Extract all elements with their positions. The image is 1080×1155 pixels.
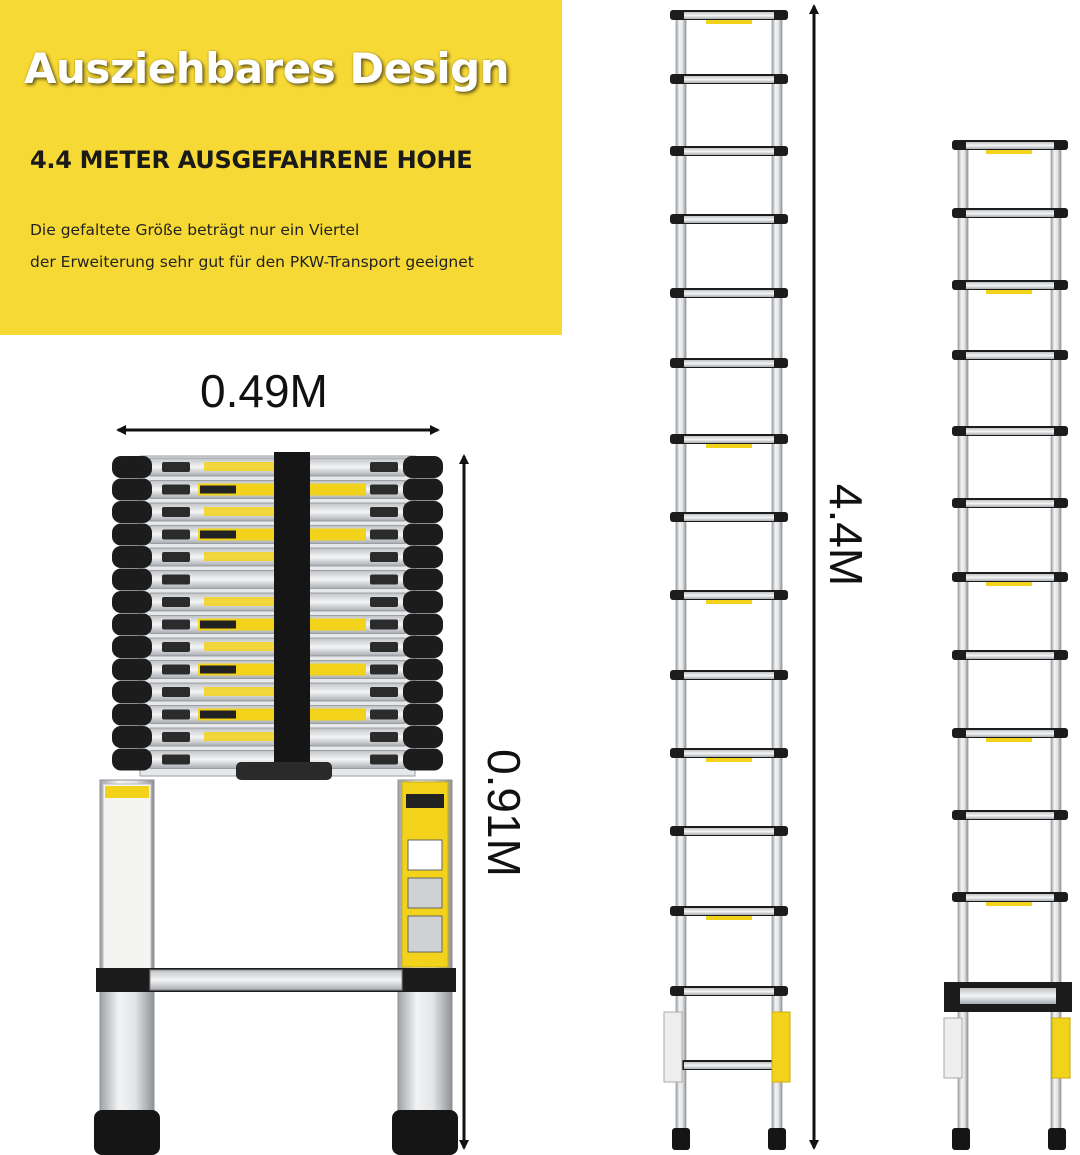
banner-description-line1: Die gefaltete Größe beträgt nur ein Viertel [30, 221, 360, 239]
extended-ladder-short [944, 140, 1072, 1150]
extended-ladder-tall [664, 10, 790, 1150]
banner-subtitle: 4.4 METER AUSGEFAHRENE HOHE [30, 146, 473, 174]
banner-description-line2: der Erweiterung sehr gut für den PKW-Transport geeignet [30, 253, 474, 271]
folded-ladder [94, 452, 458, 1155]
banner-title: Ausziehbares Design [24, 44, 510, 93]
extended-height-label: 4.4M [820, 483, 873, 587]
folded-height-label: 0.91M [477, 749, 530, 877]
folded-width-label: 0.49M [200, 365, 328, 417]
